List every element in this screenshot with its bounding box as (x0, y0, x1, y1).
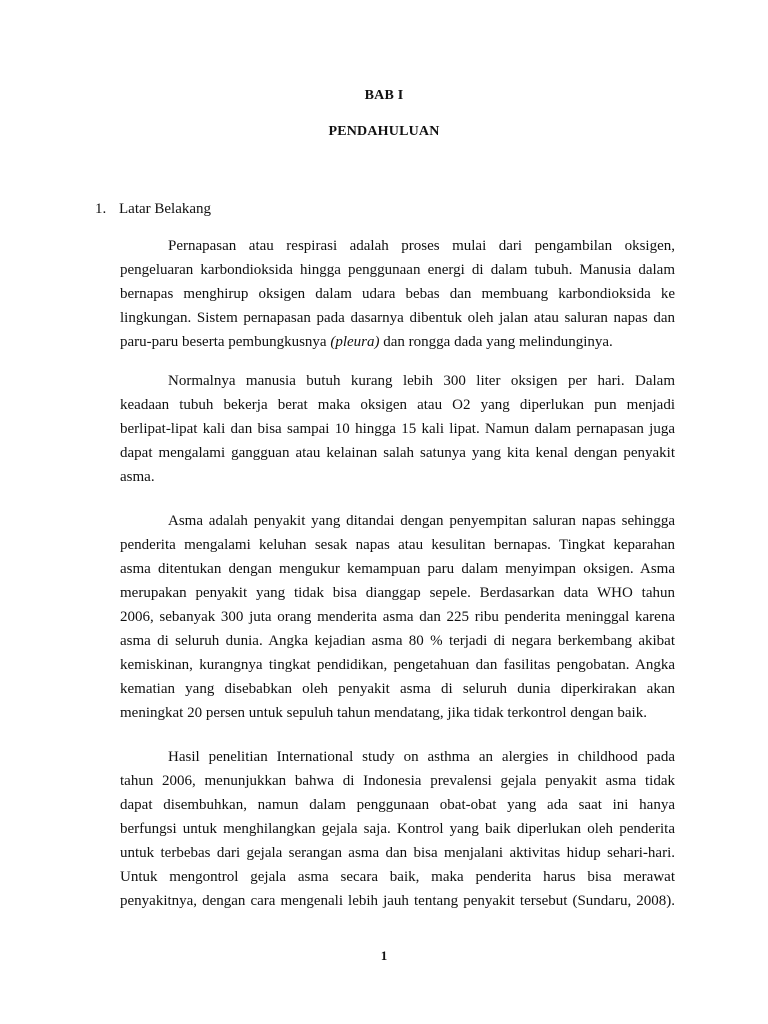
italic-term: (pleura) (330, 334, 380, 350)
paragraph-line: lingkungan. Sistem pernapasan pada dasarnya dibentuk oleh jalan atau saluran napas dan (120, 310, 675, 326)
text-run: paru-paru beserta pembungkusnya (120, 334, 331, 350)
chapter-title: PENDAHULUAN (328, 124, 440, 139)
paragraph-line: Untuk mengontrol gejala asma secara baik, maka penderita harus bisa merawat (120, 869, 675, 885)
paragraph-line: merupakan penyakit yang tidak bisa dianggap sepele. Berdasarkan data WHO tahun (120, 585, 675, 601)
section-title-text: Latar Belakang (119, 201, 212, 217)
paragraph-line: untuk terbebas dari gejala serangan asma dan bisa menjalani aktivitas hidup sehari-hari. (120, 845, 675, 861)
paragraph-2 (120, 369, 675, 489)
chapter-heading: BAB I (364, 88, 404, 103)
text-run: dan rongga dada yang melindunginya. (379, 334, 613, 350)
paragraph-line: Normalnya manusia butuh kurang lebih 300 liter oksigen per hari. Dalam (168, 373, 675, 389)
paragraph-line: asma ditentukan dengan mengukur kemampuan paru dalam menyimpan oksigen. Asma (120, 561, 675, 577)
paragraph-line: pengeluaran karbondioksida hingga penggunaan energi di dalam tubuh. Manusia dalam (120, 262, 675, 278)
paragraph-line: Asma adalah penyakit yang ditandai dengan penyempitan saluran napas sehingga (168, 513, 675, 529)
paragraph-line: tahun 2006, menunjukkan bahwa di Indonesia prevalensi gejala penyakit asma tidak (120, 773, 675, 789)
paragraph-line: kematian yang disebabkan oleh penyakit asma di seluruh dunia diperkirakan akan (120, 681, 675, 697)
paragraph-line: dapat disembuhkan, namun dalam penggunaan obat-obat yang ada saat ini hanya (120, 797, 675, 813)
section-number: 1. (95, 201, 107, 217)
paragraph-line: berlipat-lipat kali dan bisa sampai 10 hingga 15 kali lipat. Namun dalam pernapasan juga (120, 421, 675, 437)
paragraph-line: asma di seluruh dunia. Angka kejadian asma 80 % terjadi di negara berkembang akibat (120, 633, 675, 649)
paragraph-line: keadaan tubuh bekerja berat maka oksigen atau O2 yang diperlukan pun menjadi (120, 397, 675, 413)
page-number: 1 (380, 948, 388, 963)
paragraph-line: 2006, sebanyak 300 juta orang menderita asma dan 225 ribu penderita meninggal karena (120, 609, 675, 625)
section-heading (95, 201, 211, 218)
paragraph-line: dapat mengalami gangguan atau kelainan salah satunya yang kita kenal dengan penyakit (120, 445, 675, 461)
paragraph-1 (120, 234, 675, 354)
paragraph-line: asma. (120, 469, 155, 485)
paragraph-4 (120, 745, 675, 913)
paragraph-line: kemiskinan, kurangnya tingkat pendidikan, pengetahuan dan fasilitas pengobatan. Angka (120, 657, 675, 673)
paragraph-line: penyakitnya, dengan cara mengenali lebih jauh tentang penyakit tersebut (Sundaru, 2008). (120, 893, 675, 909)
paragraph-line: bernapas menghirup oksigen dalam udara bebas dan membuang karbondioksida ke (120, 286, 675, 302)
paragraph-line: penderita mengalami keluhan sesak napas atau kesulitan bernapas. Tingkat keparahan (120, 537, 675, 553)
paragraph-line (120, 330, 675, 354)
paragraph-line: Pernapasan atau respirasi adalah proses mulai dari pengambilan oksigen, (168, 238, 675, 254)
paragraph-line: berfungsi untuk menghilangkan gejala saja. Kontrol yang baik diperlukan oleh penderita (120, 821, 675, 837)
paragraph-line: meningkat 20 persen untuk sepuluh tahun mendatang, jika tidak terkontrol dengan baik. (120, 705, 647, 721)
paragraph-line: Hasil penelitian International study on asthma an alergies in childhood pada (168, 749, 675, 765)
paragraph-3 (120, 509, 675, 725)
